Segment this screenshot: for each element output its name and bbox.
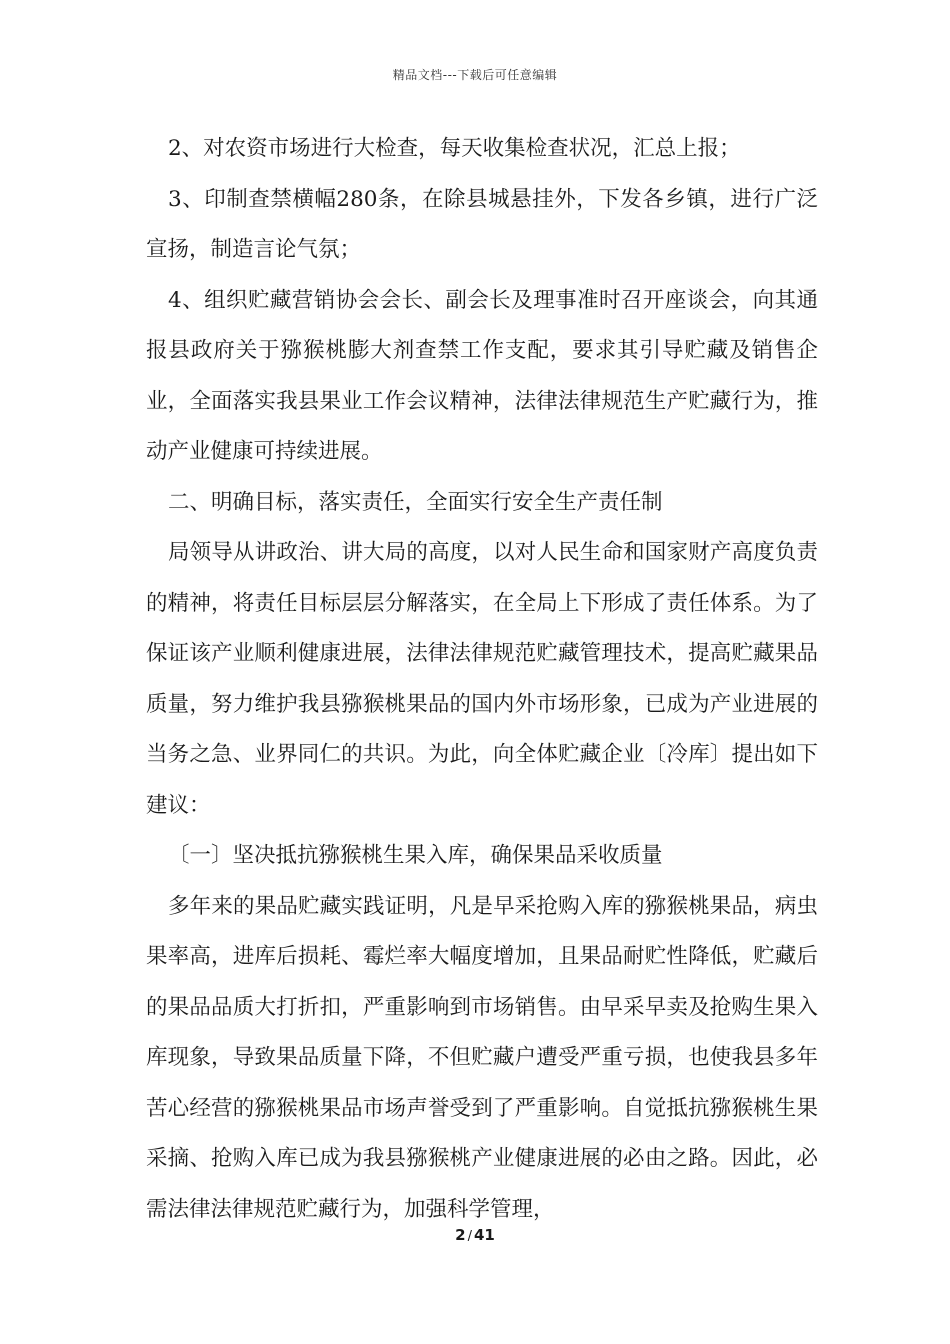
current-page-number: 2 [455, 1226, 466, 1244]
paragraph-storage-practice: 多年来的果品贮藏实践证明，凡是早采抢购入库的猕猴桃果品，病虫果率高，进库后损耗、霉烂率大幅度增加，且果品耐贮性降低，贮藏后的果品品质大打折扣，严重影响到市场销售。由早采早卖及抢购生果入库现象，导致果品质量下降，不但贮藏户遭受严重亏损，也使我县多年苦心经营的猕猴桃果品市场声誉受到了严重影响。自觉抵抗猕猴桃生果采摘、抢购入库已成为我县猕猴桃产业健康进展的必由之路。因此，必需法律法律规范贮藏行为，加强科学管理， [146, 893, 818, 1222]
paragraph-leadership: 局领导从讲政治、讲大局的高度，以对人民生命和国家财产高度负责的精神，将责任目标层层分解落实，在全局上下形成了责任体系。为了保证该产业顺利健康进展，法律法律规范贮藏管理技术，提高贮藏果品质量，努力维护我县猕猴桃果品的国内外市场形象，已成为产业进展的当务之急、业界同仁的共识。为此，向全体贮藏企业〔冷库〕提出如下建议： [146, 540, 818, 818]
total-pages: 41 [473, 1226, 495, 1244]
page-header: 精品文档---下载后可任意编辑 [392, 68, 558, 82]
paragraph-item-3: 3、印制查禁横幅280条，在除县城悬挂外，下发各乡镇，进行广泛宣扬，制造言论气氛； [146, 186, 818, 262]
paragraph-item-2: 2、对农资市场进行大检查，每天收集检查状况，汇总上报； [168, 136, 741, 161]
section-heading-2: 二、明确目标，落实责任，全面实行安全生产责任制 [168, 489, 663, 515]
document-body [146, 124, 818, 1235]
subsection-heading-1: 〔一〕坚决抵抗猕猴桃生果入库，确保果品采收质量 [168, 843, 663, 868]
paragraph-item-4: 4、组织贮藏营销协会会长、副会长及理事准时召开座谈会，向其通报县政府关于猕猴桃膨大剂查禁工作支配，要求其引导贮藏及销售企业，全面落实我县果业工作会议精神，法律法律规范生产贮藏行为，推动产业健康可持续进展。 [146, 287, 818, 464]
page-number [0, 1226, 950, 1244]
page-separator: / [467, 1229, 472, 1244]
